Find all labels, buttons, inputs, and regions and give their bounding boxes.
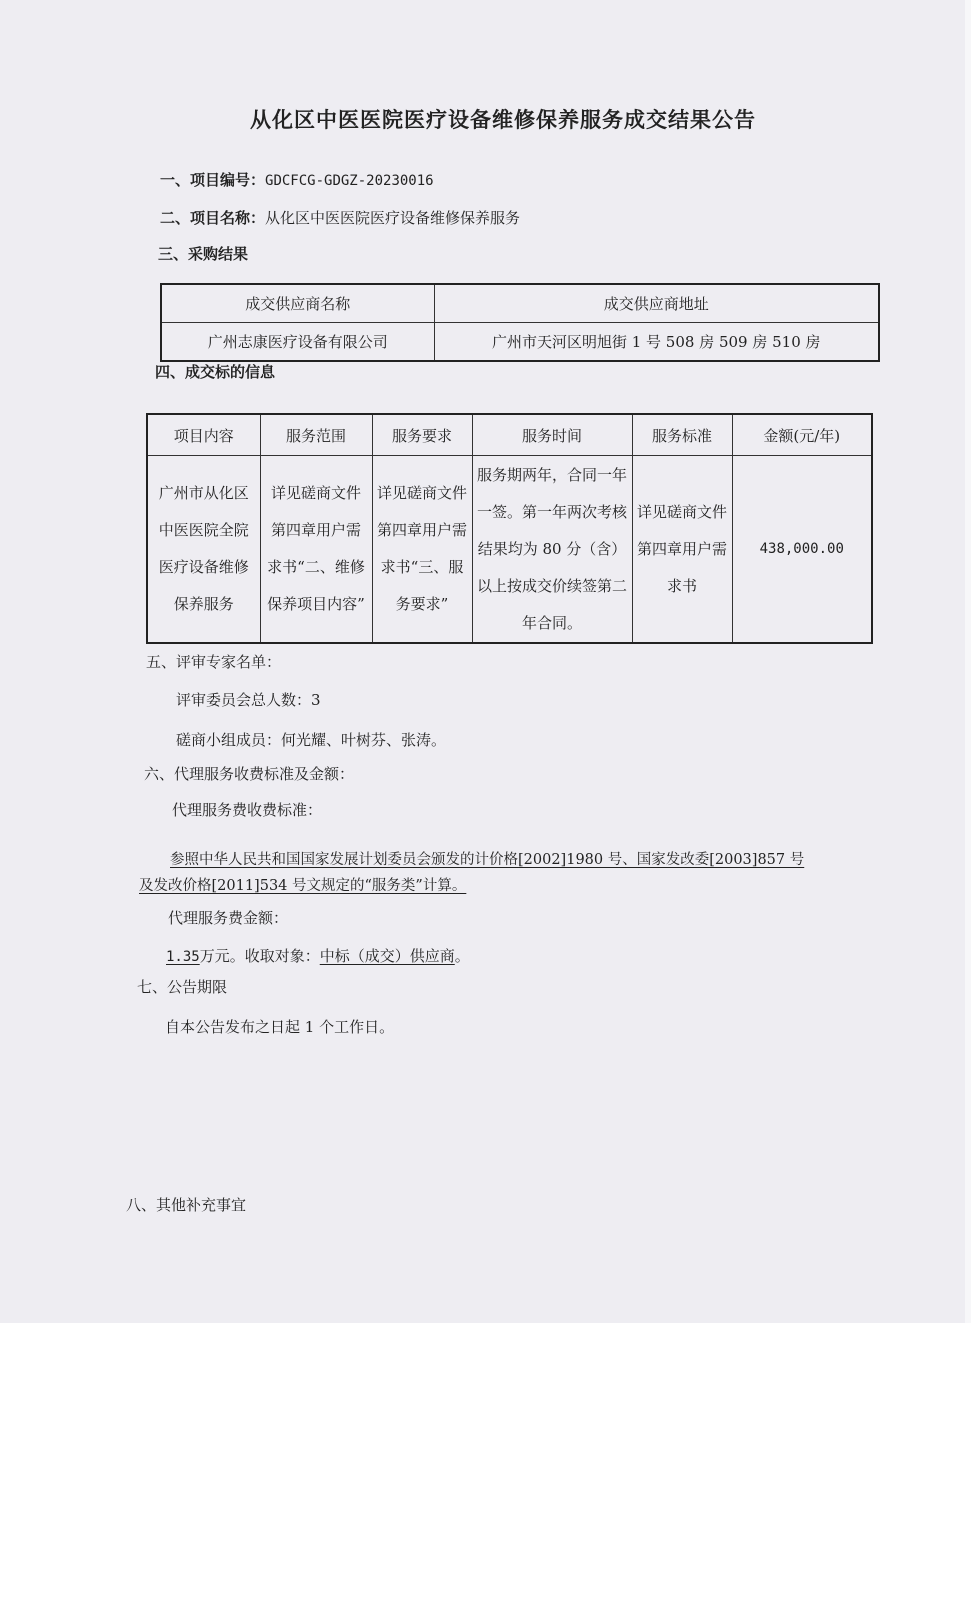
experts-heading: 五、评审专家名单： bbox=[146, 653, 282, 671]
page-edge bbox=[965, 0, 971, 1323]
supplier-address-header: 成交供应商地址 bbox=[434, 284, 879, 323]
service-standard-cell: 详见磋商文件第四章用户需求书 bbox=[632, 456, 732, 644]
committee-total: 评审委员会总人数：3 bbox=[176, 691, 321, 709]
fee-standard-line-1: 参照中华人民共和国国家发展计划委员会颁发的计价格[2002]1980 号、国家发改委[2003]857 号 bbox=[170, 852, 805, 868]
project-content-cell: 广州市从化区中医医院全院医疗设备维修保养服务 bbox=[147, 456, 260, 644]
service-requirement-cell: 详见磋商文件第四章用户需求书“三、服务要求” bbox=[372, 456, 472, 644]
amount-cell: 438,000.00 bbox=[732, 456, 872, 644]
supplier-table bbox=[160, 283, 880, 362]
deal-info-heading: 四、成交标的信息 bbox=[155, 363, 276, 381]
project-number-row bbox=[160, 170, 434, 191]
service-time-cell: 服务期两年，合同一年一签。第一年两次考核结果均为 80 分（含）以上按成交价续签第二年合同。 bbox=[472, 456, 632, 644]
service-scope-cell: 详见磋商文件第四章用户需求书“二、维修保养项目内容” bbox=[260, 456, 372, 644]
service-requirement-header: 服务要求 bbox=[372, 414, 472, 456]
fee-standard-line-2: 及发改价格[2011]534 号文规定的“服务类”计算。 bbox=[139, 878, 467, 894]
service-scope-header: 服务范围 bbox=[260, 414, 372, 456]
fee-amount-text: 万元。收取对象： bbox=[199, 947, 320, 965]
amount-header: 金额(元/年) bbox=[732, 414, 872, 456]
deal-info-table bbox=[146, 413, 873, 644]
fee-amount-end: 。 bbox=[454, 947, 470, 965]
supplier-name-cell: 广州志康医疗设备有限公司 bbox=[161, 323, 434, 362]
project-number-label: 一、项目编号： bbox=[160, 171, 266, 189]
notice-period-heading: 七、公告期限 bbox=[137, 978, 228, 996]
project-name-row bbox=[160, 208, 520, 228]
page-title: 从化区中医医院医疗设备维修保养服务成交结果公告 bbox=[250, 108, 756, 132]
supplier-address-cell: 广州市天河区明旭街 1 号 508 房 509 房 510 房 bbox=[434, 323, 879, 362]
other-matters-heading: 八、其他补充事宜 bbox=[126, 1196, 247, 1214]
project-number-value: GDCFCG-GDGZ-20230016 bbox=[265, 173, 434, 189]
table-row bbox=[147, 456, 872, 644]
fee-amount-value: 1.35 bbox=[166, 949, 200, 965]
project-name-value: 从化区中医医院医疗设备维修保养服务 bbox=[265, 209, 521, 227]
procurement-result-heading: 三、采购结果 bbox=[158, 245, 249, 263]
fee-amount-label: 代理服务费金额： bbox=[168, 909, 289, 927]
project-name-label: 二、项目名称： bbox=[160, 209, 266, 227]
service-time-header: 服务时间 bbox=[472, 414, 632, 456]
table-row bbox=[161, 323, 879, 362]
supplier-name-header: 成交供应商名称 bbox=[161, 284, 434, 323]
table-header-row bbox=[147, 414, 872, 456]
committee-members: 磋商小组成员：何光耀、叶树芬、张涛。 bbox=[176, 731, 447, 749]
fee-target: 中标（成交）供应商 bbox=[319, 947, 455, 965]
fee-amount-row bbox=[166, 946, 470, 967]
fee-standard-label: 代理服务费收费标准： bbox=[172, 801, 323, 819]
service-standard-header: 服务标准 bbox=[632, 414, 732, 456]
project-content-header: 项目内容 bbox=[147, 414, 260, 456]
table-header-row bbox=[161, 284, 879, 323]
agency-fee-heading: 六、代理服务收费标准及金额： bbox=[144, 765, 355, 783]
notice-period-text: 自本公告发布之日起 1 个工作日。 bbox=[165, 1018, 395, 1036]
